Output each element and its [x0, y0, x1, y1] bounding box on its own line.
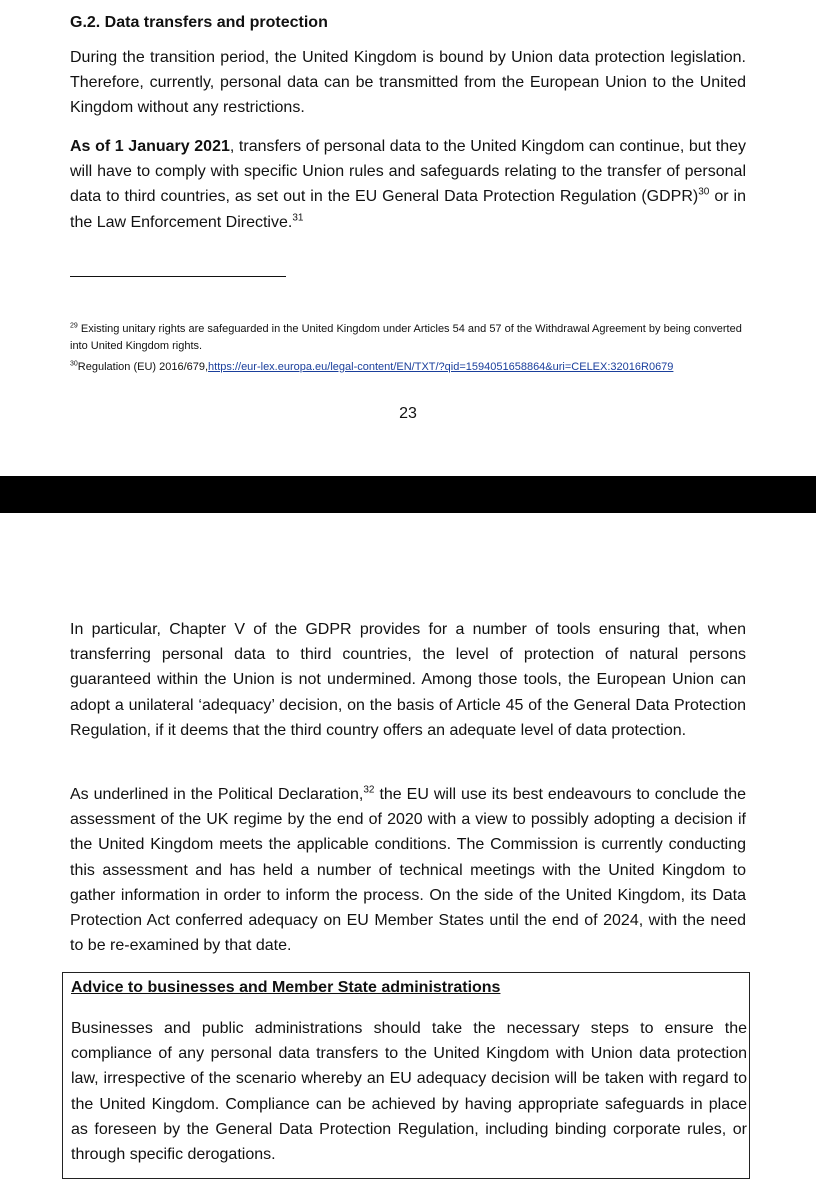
paragraph-transfers-2021	[70, 134, 746, 235]
footnote-text: Regulation (EU) 2016/679,	[77, 361, 209, 373]
footnote-text: Existing unitary rights are safeguarded in the United Kingdom under Articles 54 and 57 of the Withdrawal Agreement by being converted into United Kingdom rights.	[70, 323, 742, 352]
footnote-ref-31[interactable]: 31	[292, 212, 304, 224]
footnote-separator	[70, 276, 286, 277]
eur-lex-link[interactable]: https://eur-lex.europa.eu/legal-content/EN/TXT/?qid=1594051658864&uri=CELEX:32016R0679	[208, 361, 674, 373]
footnote-ref-32[interactable]: 32	[363, 784, 375, 796]
advice-box	[62, 972, 750, 1179]
page-23	[0, 0, 816, 476]
paragraph-text: or in the Law Enforcement Directive.	[70, 188, 746, 231]
section-heading: G.2. Data transfers and protection	[70, 14, 328, 31]
footnote-29	[70, 321, 750, 355]
paragraph-text: the EU will use its best endeavours to conclude the assessment of the UK regime by the end of 2020 with a view to possibly adopting a decision if the United Kingdom meets the applicable conditions. The Commission is currently conducting this assessment and has held a number of technical meetings with the United Kingdom to gather information in order to inform the process. On the side of the United Kingdom, its Data Protection Act conferred adequacy on EU Member States until the end of 2024, with the need to be re-examined by that date.	[70, 786, 747, 955]
paragraph-political-declaration	[70, 782, 746, 958]
paragraph-text: As underlined in the Political Declaration,	[70, 786, 364, 803]
date-emphasis: As of 1 January 2021	[70, 138, 230, 155]
paragraph-chapter-v: In particular, Chapter V of the GDPR provides for a number of tools ensuring that, when transferring personal data to third countries, the level of protection of natural persons guaranteed within the Union is not undermined. Among those tools, the European Union can adopt a unilateral ‘adequacy’ decision, on the basis of Article 45 of the General Data Protection Regulation, if it deems that the third country offers an adequate level of data protection.	[70, 621, 746, 739]
advice-text: Businesses and public administrations should take the necessary steps to ensure the compliance of any personal data transfers to the United Kingdom with Union data protection law, irrespective of the scenario whereby an EU adequacy decision will be taken with regard to the United Kingdom. Compliance can be achieved by having appropriate safeguards in place as foreseen by the General Data Protection Regulation, including binding corporate rules, or through specific derogations.	[71, 1020, 747, 1164]
footnote-number: 29	[70, 322, 78, 330]
page-separator-band	[0, 476, 816, 513]
footnote-ref-30[interactable]: 30	[698, 187, 710, 199]
footnote-number: 30	[70, 360, 78, 368]
page-number: 23	[399, 405, 417, 422]
paragraph-transition-period: During the transition period, the United Kingdom is bound by Union data protection legislation. Therefore, currently, personal data can be transmitted from the European Union to the United Kingdom without any restrictions.	[70, 49, 746, 117]
advice-title: Advice to businesses and Member State administrations	[71, 979, 501, 996]
footnote-30	[70, 359, 750, 376]
paragraph-text: , transfers of personal data to the United Kingdom can continue, but they will have to comply with specific Union rules and safeguards relating to the transfer of personal data to third countries, as set out in the EU General Data Protection Regulation (GDPR)	[70, 138, 746, 206]
page-24	[0, 513, 816, 1200]
